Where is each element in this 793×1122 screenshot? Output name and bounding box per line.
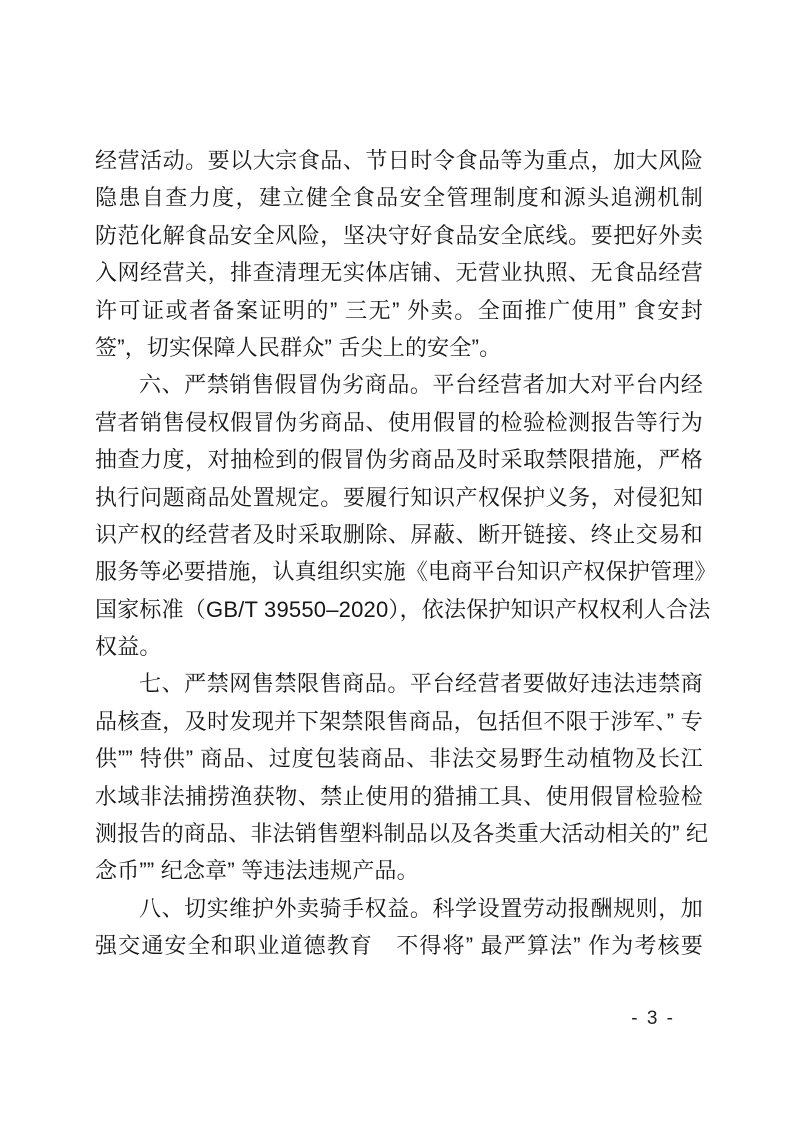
text-line: 权益。 [95, 634, 162, 660]
text-line: 供”” 特供” 商品、过度包装商品、非法交易野生动植物及长江 [95, 746, 703, 772]
text-line: 六、严禁销售假冒伪劣商品。平台经营者加大对平台内经 [139, 372, 703, 398]
text-line: 隐患自查力度，建立健全食品安全管理制度和源头追溯机制 [95, 185, 703, 211]
page-number: - 3 - [631, 1008, 675, 1029]
text-line: 服务等必要措施，认真组织实施《电商平台知识产权保护管理》 [95, 559, 717, 585]
text-line: 入网经营关，排查清理无实体店铺、无营业执照、无食品经营 [95, 260, 703, 286]
text-line: 水域非法捕捞渔获物、禁止使用的猎捕工具、使用假冒检验检 [95, 783, 703, 809]
text-line: 执行问题商品处置规定。要履行知识产权保护义务，对侵犯知 [95, 484, 703, 510]
text-line: 八、切实维护外卖骑手权益。科学设置劳动报酬规则，加 [139, 895, 703, 921]
text-line: 测报告的商品、非法销售塑料制品以及各类重大活动相关的” 纪 [95, 821, 709, 847]
text-line: 经营活动。要以大宗食品、节日时令食品等为重点，加大风险 [95, 148, 703, 173]
text-line: 许可证或者备案证明的” 三无” 外卖。全面推广使用” 食安封 [95, 297, 703, 323]
text-line: 营者销售侵权假冒伪劣商品、使用假冒的检验检测报告等行为 [95, 409, 703, 435]
text-line: 七、严禁网售禁限售商品。平台经营者要做好违法违禁商 [139, 671, 703, 697]
text-line: 签”，切实保障人民群众” 舌尖上的安全”。 [95, 334, 502, 360]
text-line: 强交通安全和职业道德教育 不得将” 最严算法” 作为考核要 [95, 933, 703, 959]
text-line: 品核查，及时发现并下架禁限售商品，包括但不限于涉军、” 专 [95, 708, 703, 734]
text-line: 抽查力度，对抽检到的假冒伪劣商品及时采取禁限措施，严格 [95, 447, 703, 473]
text-line: 国家标准（GB/T 39550–2020），依法保护知识产权权利人合法 [95, 596, 711, 622]
text-line: 防范化解食品安全风险，坚决守好食品安全底线。要把好外卖 [95, 222, 703, 248]
document-body [95, 142, 717, 965]
text-line: 识产权的经营者及时采取删除、屏蔽、断开链接、终止交易和 [95, 521, 703, 547]
text-line: 念币”” 纪念章” 等违法违规产品。 [95, 858, 419, 884]
